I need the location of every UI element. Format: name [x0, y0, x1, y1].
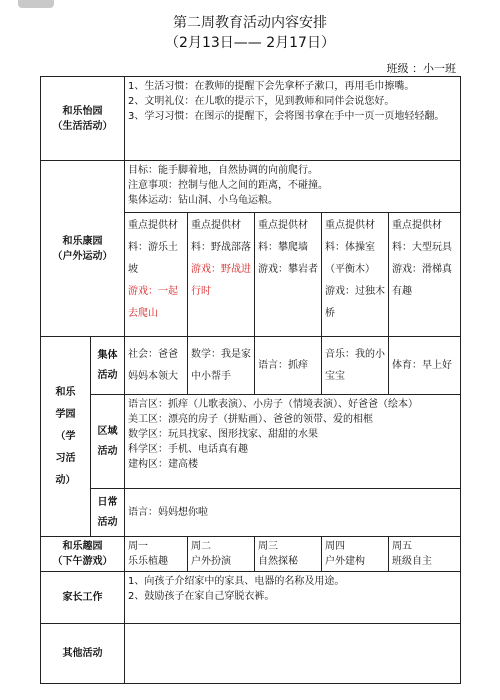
row-life: [41, 77, 461, 161]
day-activity: 乐乐植趣: [128, 556, 168, 567]
row-learn-daily: [41, 489, 461, 537]
other-content: [125, 624, 461, 684]
life-line: 2、文明礼仪：在儿歌的提示下，见到教师和同伴会说您好。: [128, 96, 395, 107]
life-content: [125, 77, 461, 161]
row-parents: [41, 572, 461, 624]
group-item: 数学：我是家中小帮手: [188, 337, 255, 395]
daily-label: 日常活动: [91, 489, 125, 537]
station-cell: [255, 213, 322, 337]
row-learn-group: [41, 337, 461, 395]
day-activity: 户外建构: [325, 556, 365, 567]
area-line: 建构区：建高楼: [128, 459, 198, 470]
station-game: 游戏：一起去爬山: [128, 286, 178, 319]
other-header: 其他活动: [41, 624, 125, 684]
parents-line: 1、向孩子介绍家中的家具、电器的名称及用途。: [128, 576, 345, 587]
outdoor-note: 注意事项：控制与他人之间的距离，不碰撞。: [128, 180, 328, 191]
life-line: 3、学习习惯：在图示的提醒下，会将图书拿在手中一页一页地轻轻翻。: [128, 111, 445, 122]
day-name: 周一: [128, 541, 148, 552]
day-name: 周五: [392, 541, 412, 552]
area-line: 语言区：抓痒（儿歌表演）、小房子（情境表演）、好爸爸（绘本）: [128, 399, 418, 410]
day-activity: 自然探秘: [258, 556, 298, 567]
group-item: 音乐：我的小宝宝: [322, 337, 389, 395]
station-cell: [389, 213, 461, 337]
life-header: 和乐怡园 （生活活动）: [41, 77, 125, 161]
station-material: 重点提供材料：游乐土坡: [128, 220, 178, 275]
station-material: 重点提供材料：攀爬墙: [258, 220, 308, 253]
parents-line: 2、鼓励孩子在家自己穿脱衣裤。: [128, 591, 275, 602]
outdoor-intro: [125, 161, 461, 213]
area-label: 区域活动: [91, 395, 125, 489]
learn-header: 和乐 学园 （学 习活 动）: [41, 337, 91, 537]
day-name: 周三: [258, 541, 278, 552]
group-item: 体育：早上好: [389, 337, 461, 395]
row-afternoon: [41, 537, 461, 572]
row-outdoor-intro: [41, 161, 461, 213]
station-cell: [322, 213, 389, 337]
outdoor-group: 集体运动：钻山洞、小乌龟运粮。: [128, 195, 278, 206]
day-activity: 户外扮演: [191, 556, 231, 567]
group-item: 社会：爸爸妈妈本领大: [125, 337, 188, 395]
area-line: 数学区：玩具找家、图形找家、甜甜的水果: [128, 429, 318, 440]
group-label: 集体活动: [91, 337, 125, 395]
day-name: 周二: [191, 541, 211, 552]
station-game: 游戏：过独木桥: [325, 286, 385, 319]
page-title: 第二周教育活动内容安排: [173, 15, 327, 31]
area-line: 科学区：手机、电话真有趣: [128, 444, 248, 455]
day-cell: [389, 537, 461, 572]
row-learn-area: [41, 395, 461, 489]
area-content: [125, 395, 461, 489]
day-cell: [188, 537, 255, 572]
class-label: 班级 ：小一班: [386, 62, 456, 75]
station-cell: [125, 213, 188, 337]
station-material: 重点提供材料：大型玩具: [392, 220, 452, 253]
group-item: 语言：抓痒: [255, 337, 322, 395]
outdoor-goal: 目标：能手脚着地，自然协调的向前爬行。: [128, 165, 318, 176]
date-range: （2月13日—— 2月17日）: [165, 35, 335, 51]
schedule-table: [40, 76, 461, 684]
day-name: 周四: [325, 541, 345, 552]
day-cell: [125, 537, 188, 572]
row-other: [41, 624, 461, 684]
area-line: 美工区：漂亮的房子（拼贴画）、爸爸的领带、爱的相框: [128, 414, 373, 425]
outdoor-header: 和乐康园 （户外运动）: [41, 161, 125, 337]
top-tab-decoration: [18, 0, 54, 8]
station-game: 游戏：滑梯真有趣: [392, 264, 452, 297]
station-game: 游戏：野战进行时: [191, 264, 251, 297]
life-line: 1、生活习惯：在教师的提醒下会先拿杯子漱口，再用毛巾擦嘴。: [128, 81, 415, 92]
day-activity: 班级自主: [392, 556, 432, 567]
station-material: 重点提供材料：野战部落: [191, 220, 251, 253]
parents-header: 家长工作: [41, 572, 125, 624]
day-cell: [322, 537, 389, 572]
afternoon-header: 和乐趣园 （下午游戏）: [41, 537, 125, 572]
day-cell: [255, 537, 322, 572]
station-material: 重点提供材料：体操室（平衡木）: [325, 220, 375, 275]
station-game: 游戏：攀岩者: [258, 264, 318, 275]
station-cell: [188, 213, 255, 337]
parents-content: [125, 572, 461, 624]
daily-text: 语言：妈妈想你啦: [125, 489, 461, 537]
